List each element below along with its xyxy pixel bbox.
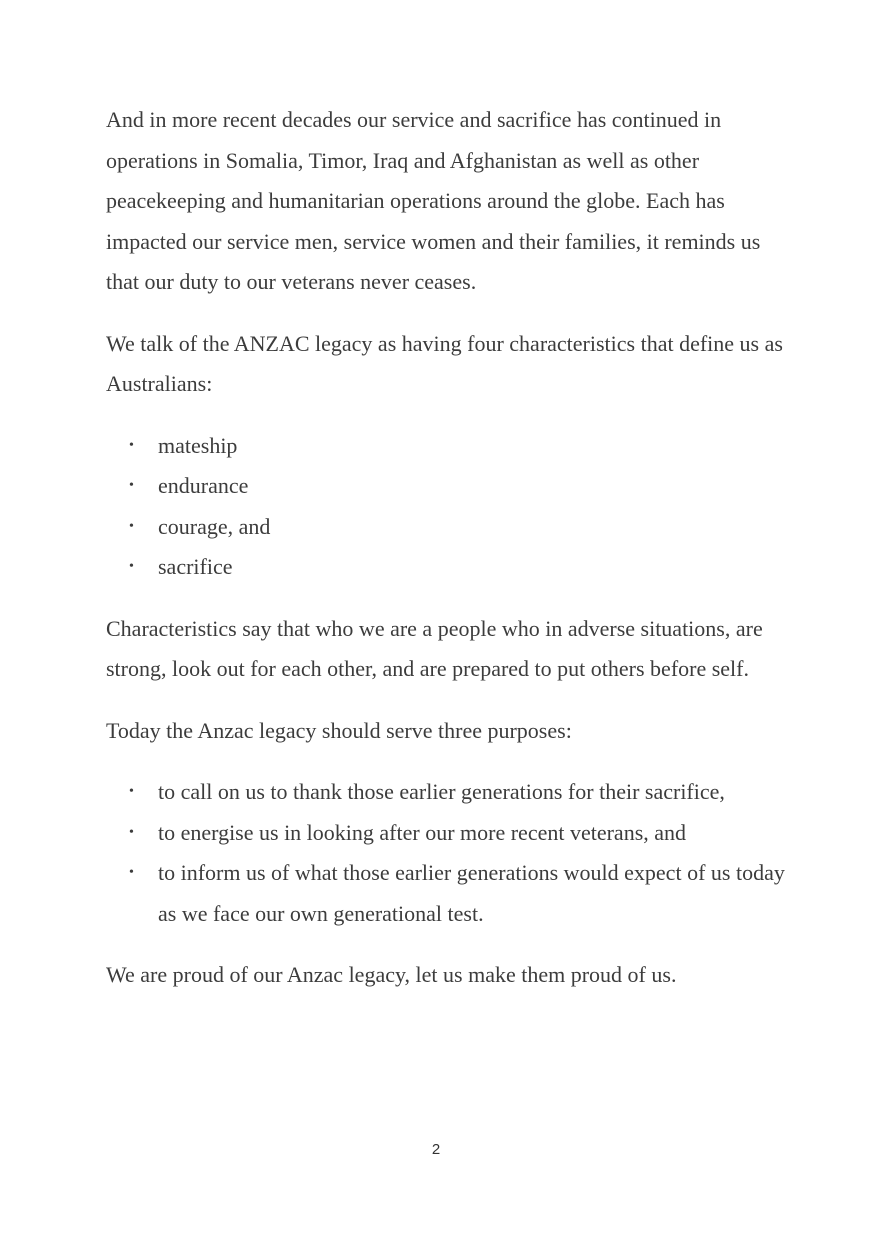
paragraph-recent-operations: And in more recent decades our service and sacrifice has continued in operations in Somalia, Timor, Iraq and Afghanistan as well as other peacekeeping and humanitarian operations around the globe. Each has impacted our service men, service women and their families, it reminds us that our duty to our veterans never ceases. [106, 107, 761, 294]
bullet-icon: • [129, 518, 134, 534]
bullet-icon: • [129, 784, 134, 799]
list-item [106, 426, 786, 467]
list-item-text: mateship [158, 432, 238, 458]
paragraph-anzac-characteristics-intro: We talk of the ANZAC legacy as having four characteristics that define us as Australians: [106, 330, 783, 396]
list-item-text: endurance [158, 473, 249, 498]
paragraph-closing: We are proud of our Anzac legacy, let us make them proud of us. [106, 962, 677, 987]
list-item [106, 547, 786, 588]
characteristics-list [106, 426, 786, 588]
list-item [106, 466, 786, 507]
list-item-text: courage, and [158, 513, 271, 539]
list-item-text: to inform us of what those earlier generations would expect of us today as we face our own generational test. [158, 860, 785, 926]
bullet-icon: • [129, 478, 134, 493]
bullet-icon: • [129, 559, 134, 574]
page-number: 2 [431, 1141, 441, 1158]
list-item [106, 853, 786, 934]
list-item [106, 813, 786, 854]
list-item-text: to call on us to thank those earlier generations for their sacrifice, [158, 779, 725, 804]
purposes-list [106, 772, 786, 934]
list-item [106, 507, 786, 548]
paragraph-purposes-intro: Today the Anzac legacy should serve three purposes: [106, 717, 572, 743]
list-item [106, 772, 786, 813]
bullet-icon: • [129, 824, 134, 840]
list-item-text: to energise us in looking after our more recent veterans, and [158, 819, 687, 845]
document-body [106, 100, 786, 1017]
paragraph-characteristics-meaning: Characteristics say that who we are a people who in adverse situations, are strong, look out for each other, and are prepared to put others before self. [106, 615, 763, 681]
list-item-text: sacrifice [158, 554, 233, 579]
bullet-icon: • [129, 437, 134, 453]
bullet-icon: • [129, 865, 134, 880]
